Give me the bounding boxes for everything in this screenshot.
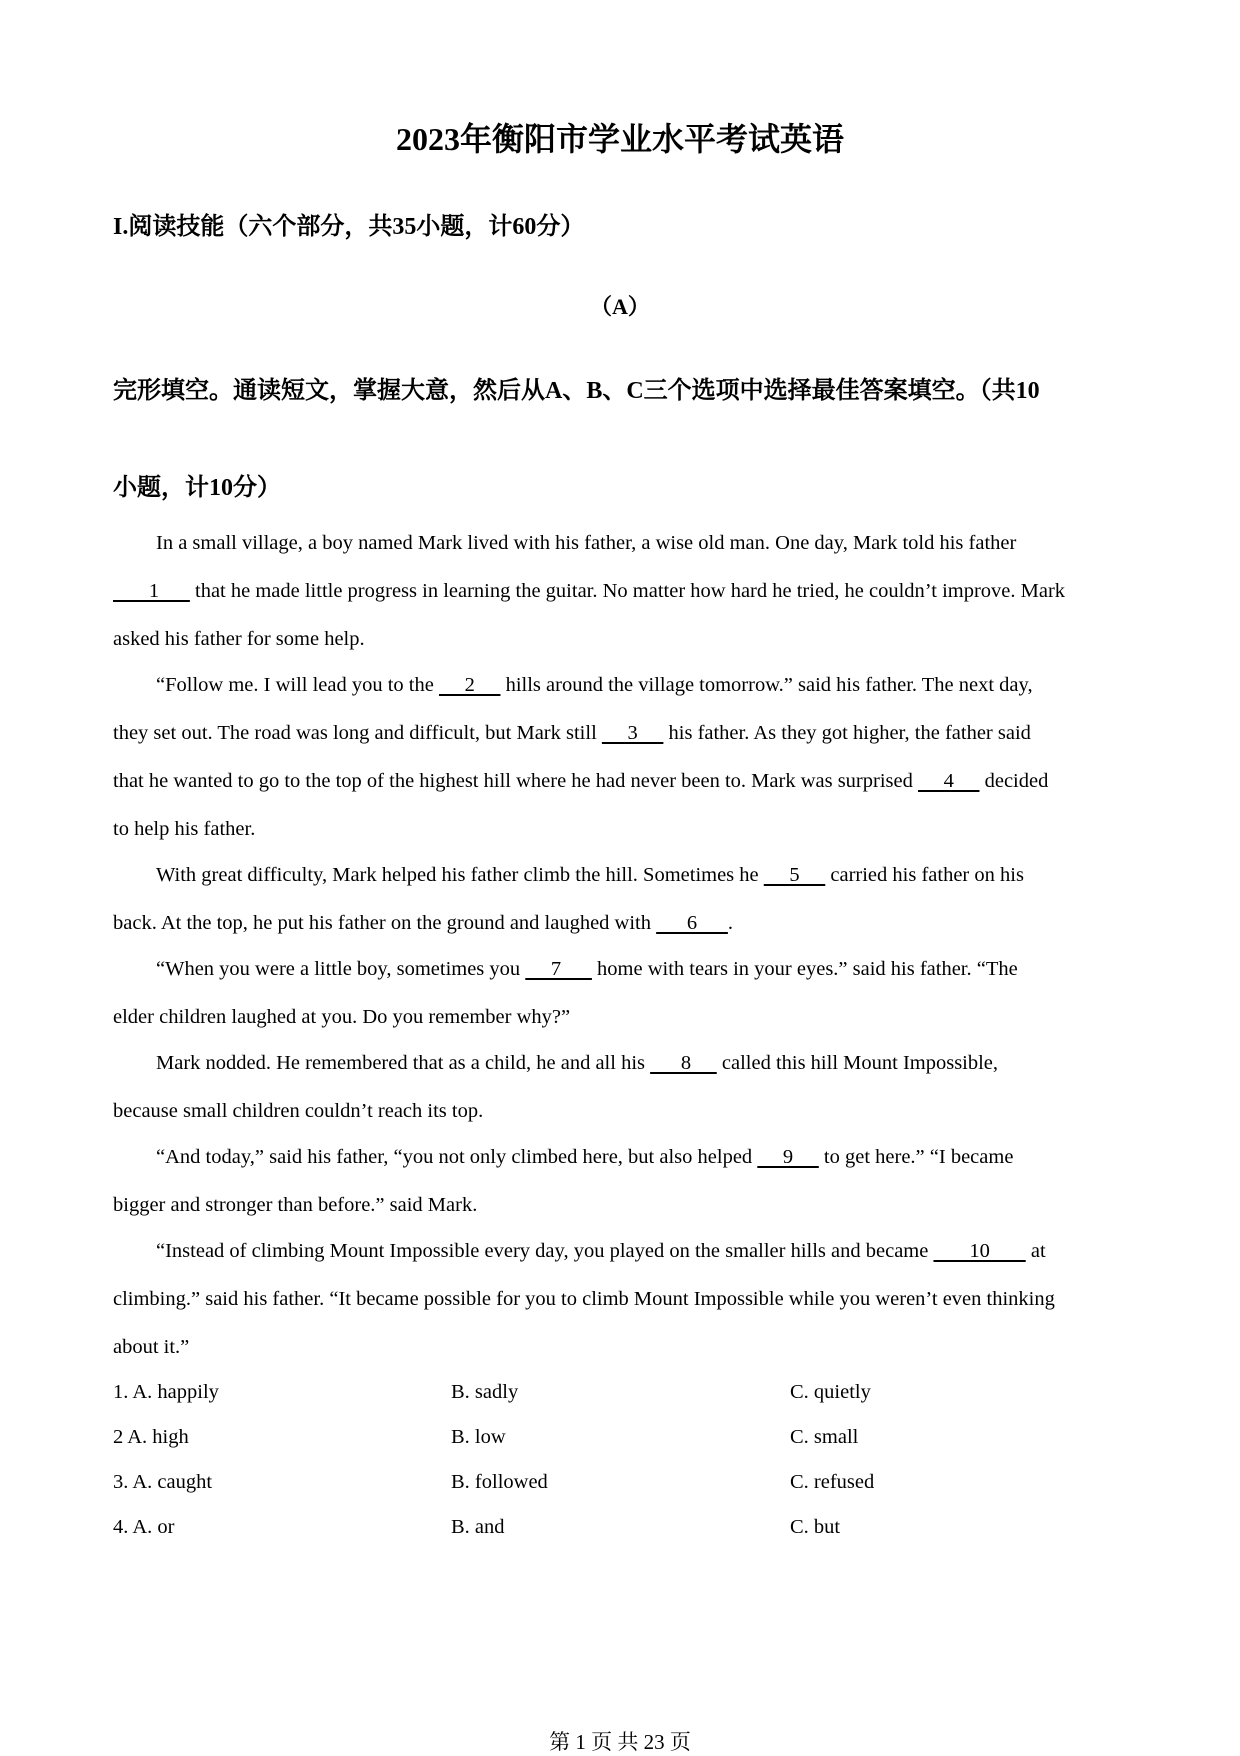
passage-text: Mark nodded. He remembered that as a child, he and all his	[156, 1052, 651, 1074]
passage-text: “Follow me. I will lead you to the	[156, 674, 439, 696]
option-b: B. followed	[451, 1471, 548, 1493]
passage-text: climbing.” said his father. “It became possible for you to climb Mount Impossible while you weren’t even thinking	[113, 1288, 1055, 1310]
passage-text: “And today,” said his father, “you not only climbed here, but also helped	[156, 1146, 758, 1168]
passage-text: With great difficulty, Mark helped his father climb the hill. Sometimes he	[156, 864, 764, 886]
blank-3: 3	[601, 722, 664, 744]
passage-line	[113, 628, 365, 651]
passage-line	[113, 770, 1048, 793]
passage-line	[113, 722, 1031, 745]
passage-line	[113, 580, 1065, 603]
passage-text: decided	[979, 770, 1049, 792]
blank-9: 9	[757, 1146, 819, 1168]
blank-4: 4	[917, 770, 980, 792]
passage-line	[113, 1194, 477, 1217]
passage-line	[113, 1100, 483, 1123]
part-label: （A）	[590, 294, 650, 319]
passage-text: back. At the top, he put his father on the ground and laughed with	[113, 912, 657, 934]
passage-text: his father. As they got higher, the father said	[663, 722, 1031, 744]
passage-text: because small children couldn’t reach its top.	[113, 1100, 484, 1122]
passage-line	[156, 1240, 1046, 1263]
blank-8: 8	[650, 1052, 717, 1074]
passage-line	[113, 1006, 570, 1029]
blank-6: 6	[656, 912, 728, 934]
passage-line	[156, 674, 1033, 697]
passage-text: home with tears in your eyes.” said his father. “The	[591, 958, 1018, 980]
option-b: B. low	[451, 1426, 506, 1448]
instruction-line-2: 小题，计10分）	[113, 475, 281, 501]
instruction-line-1: 完形填空。通读短文，掌握大意，然后从A、B、C三个选项中选择最佳答案填空。（共10	[113, 378, 1040, 404]
passage-line	[113, 818, 255, 841]
passage-text: “When you were a little boy, sometimes you	[156, 958, 526, 980]
passage-text: hills around the village tomorrow.” said his father. The next day,	[500, 674, 1033, 696]
option-a: 2 A. high	[113, 1426, 189, 1448]
section-heading: I.阅读技能（六个部分，共35小题，计60分）	[113, 214, 585, 240]
page-indicator: 第 1 页 共 23 页	[549, 1730, 691, 1754]
passage-text: elder children laughed at you. Do you remember why?”	[113, 1006, 571, 1028]
option-b: B. and	[451, 1516, 505, 1538]
blank-7: 7	[525, 958, 592, 980]
passage-text: In a small village, a boy named Mark lived with his father, a wise old man. One day, Mark told his father	[156, 532, 1017, 554]
passage-text: to get here.” “I became	[818, 1146, 1014, 1168]
passage-text: at	[1025, 1240, 1046, 1262]
blank-2: 2	[438, 674, 501, 696]
option-a: 3. A. caught	[113, 1471, 213, 1493]
passage-text: carried his father on his	[825, 864, 1024, 886]
passage-text: they set out. The road was long and difficult, but Mark still	[113, 722, 602, 744]
passage-line	[113, 1288, 1055, 1311]
exam-title: 2023年衡阳市学业水平考试英语	[395, 121, 844, 157]
passage-text: .	[727, 912, 734, 934]
passage-line	[156, 532, 1016, 555]
passage-text: “Instead of climbing Mount Impossible every day, you played on the smaller hills and became	[156, 1240, 934, 1262]
passage-text: to help his father.	[113, 818, 256, 840]
passage-line	[113, 912, 733, 935]
passage-line	[156, 1052, 998, 1075]
blank-5: 5	[763, 864, 826, 886]
option-a: 1. A. happily	[113, 1381, 219, 1403]
passage-line	[156, 1146, 1013, 1169]
passage-text: called this hill Mount Impossible,	[716, 1052, 999, 1074]
passage-text: that he made little progress in learning the guitar. No matter how hard he tried, he couldn’t improve. Mark	[189, 580, 1066, 602]
blank-10: 10	[933, 1240, 1026, 1262]
passage-text: about it.”	[113, 1336, 190, 1358]
passage-line	[156, 958, 1018, 981]
option-c: C. but	[790, 1516, 841, 1538]
option-c: C. quietly	[790, 1381, 871, 1403]
option-a: 4. A. or	[113, 1516, 175, 1538]
option-c: C. refused	[790, 1471, 875, 1493]
passage-text: that he wanted to go to the top of the highest hill where he had never been to. Mark was surprised	[113, 770, 918, 792]
option-c: C. small	[790, 1426, 859, 1448]
blank-1: 1	[113, 580, 190, 602]
passage-line	[156, 864, 1024, 887]
passage-text: asked his father for some help.	[113, 628, 365, 650]
option-b: B. sadly	[451, 1381, 519, 1403]
passage-text: bigger and stronger than before.” said Mark.	[113, 1194, 478, 1216]
passage-line	[113, 1336, 189, 1359]
